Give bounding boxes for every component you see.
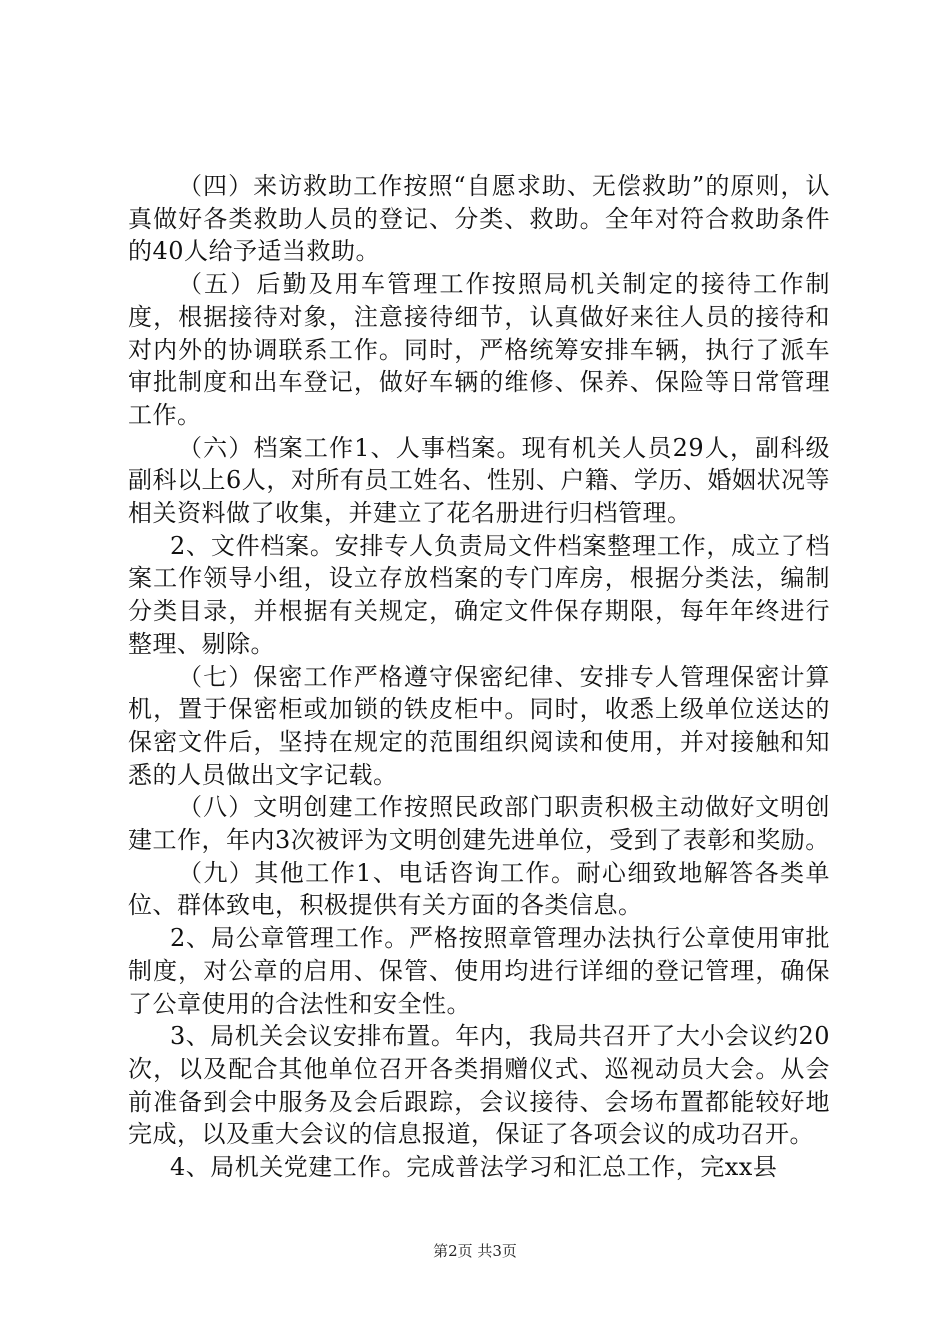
paragraph-confidentiality: （七）保密工作严格遵守保密纪律、安排专人管理保密计算机，置于保密柜或加锁的铁皮柜中。同时，收悉上级单位送达的保密文件后，坚持在规定的范围组织阅读和使用，并对接触和知悉的人员做出文字记载。 <box>128 662 830 789</box>
paragraph-assistance: （四）来访救助工作按照“自愿求助、无偿救助”的原则，认真做好各类救助人员的登记、分类、救助。全年对符合救助条件的40人给予适当救助。 <box>128 172 830 266</box>
page-footer: 第2页 共3页 <box>433 1242 517 1260</box>
paragraph-logistics-vehicles: （五）后勤及用车管理工作按照局机关制定的接待工作制度，根据接待对象，注意接待细节，认真做好来往人员的接待和对内外的协调联系工作。同时，严格统筹安排车辆，执行了派车审批制度和出车登记，做好车辆的维修、保养、保险等日常管理工作。 <box>128 270 830 429</box>
paragraph-meetings: 3、局机关会议安排布置。年内，我局共召开了大小会议约20次，以及配合其他单位召开各类捐赠仪式、巡视动员大会。从会前准备到会中服务及会后跟踪，会议接待、会场布置都能较好地完成，以及重大会议的信息报道，保证了各项会议的成功召开。 <box>128 1022 830 1149</box>
paragraph-other-phone: （九）其他工作1、电话咨询工作。耐心细致地解答各类单位、群体致电，积极提供有关方面的各类信息。 <box>128 858 830 920</box>
paragraph-archives-personnel: （六）档案工作1、人事档案。现有机关人员29人，副科级副科以上6人，对所有员工姓名、性别、户籍、学历、婚姻状况等相关资料做了收集，并建立了花名册进行归档管理。 <box>128 433 830 528</box>
paragraph-seal-management: 2、局公章管理工作。严格按照章管理办法执行公章使用审批制度，对公章的启用、保管、使用均进行详细的登记管理，确保了公章使用的合法性和安全性。 <box>128 924 830 1018</box>
document-body <box>128 170 830 1184</box>
paragraph-civility: （八）文明创建工作按照民政部门职责积极主动做好文明创建工作，年内3次被评为文明创建先进单位，受到了表彰和奖励。 <box>128 793 830 855</box>
paragraph-party-building: 4、局机关党建工作。完成普法学习和汇总工作，完xx县 <box>170 1153 778 1182</box>
paragraph-archives-documents: 2、文件档案。安排专人负责局文件档案整理工作，成立了档案工作领导小组，设立存放档案的专门库房，根据分类法，编制分类目录，并根据有关规定，确定文件保存期限，每年年终进行整理、剔除。 <box>128 531 830 658</box>
